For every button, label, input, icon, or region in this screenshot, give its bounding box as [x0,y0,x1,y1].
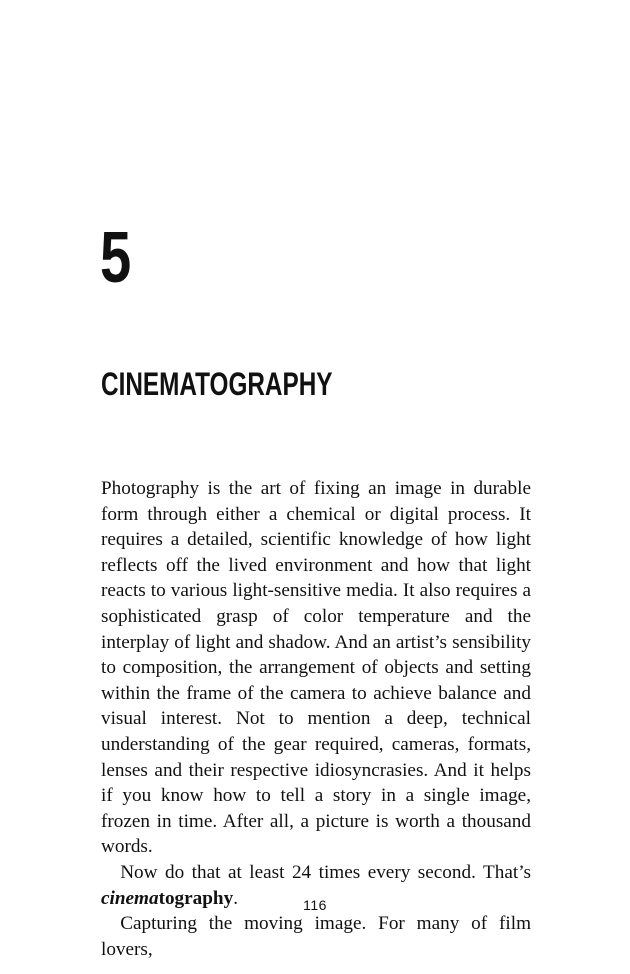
emphasized-term-italic: cinema [101,887,159,909]
paragraph: Photography is the art of fixing an image in durable form through either a chemical or digital process. It requires a detailed, scientific knowledge of how light reflects off the lived environment and how that light reacts to various light-sensitive media. It also requires a sophisticated grasp of color temperature and the interplay of light and shadow. And an artist’s sensibility to composition, the arrangement of objects and setting within the frame of the camera to achieve balance and visual interest. Not to mention a deep, technical understanding of the gear required, cameras, formats, lenses and their respective idiosyncrasies. And it helps if you know how to tell a story in a single image, frozen in time. After all, a picture is worth a thousand words. [101,478,531,858]
paragraph-text: . [233,887,238,909]
paragraph: Capturing the moving image. For many of film lovers, [101,913,531,960]
emphasized-term-bold: tography [158,887,234,909]
paragraph-text: Now do that at least 24 times every second. That’s [120,861,531,883]
page-number: 116 [303,897,327,913]
body-text [101,476,531,962]
chapter-number: 5 [100,218,131,298]
chapter-title: CINEMATOGRAPHY [101,366,333,402]
